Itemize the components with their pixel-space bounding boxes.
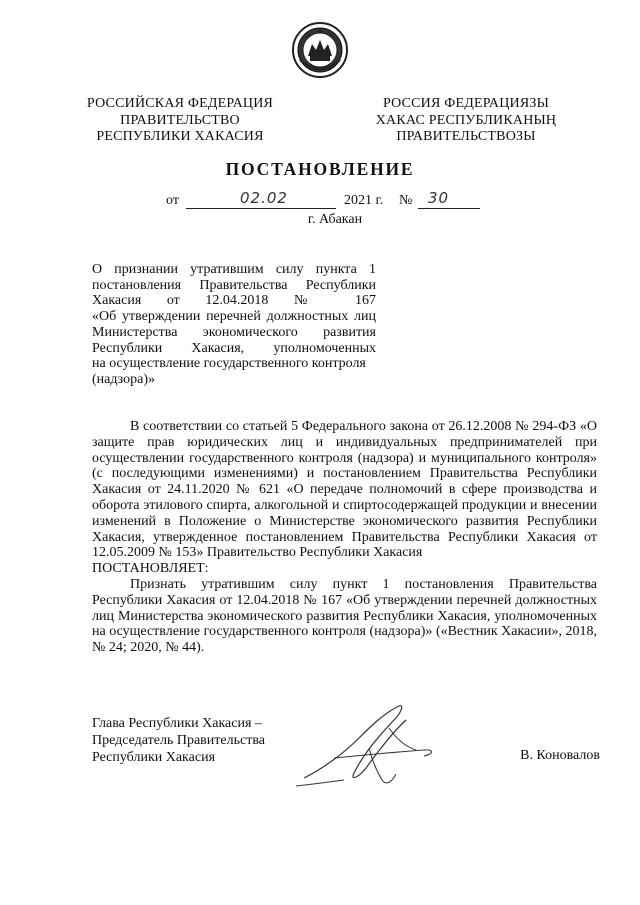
subject-line: (надзора)» xyxy=(92,371,155,387)
number-sign: № xyxy=(399,193,413,208)
subject-line: «Об утверждении перечней должностных лиц xyxy=(92,309,376,325)
subject-block xyxy=(92,262,376,388)
city-text: г. Абакан xyxy=(307,212,363,227)
subject-line: О признании утратившим силу пункта 1 xyxy=(92,262,376,277)
header-right-line: ХАКАС РЕСПУБЛИКАНЫҢ xyxy=(375,112,557,128)
signature-position-line: Республики Хакасия xyxy=(92,750,216,765)
handwritten-signature xyxy=(284,698,454,793)
signatory-name: В. Коновалов xyxy=(520,748,600,763)
document-body xyxy=(92,419,597,656)
coat-of-arms-emblem xyxy=(290,20,350,80)
header-right-line: РОССИЯ ФЕДЕРАЦИЯЗЫ xyxy=(382,96,550,111)
subject-line: на осуществление государственного контроля xyxy=(92,356,366,372)
subject-line: Хакасия от 12.04.2018 № 167 xyxy=(92,293,376,309)
handwritten-number: 30 xyxy=(428,189,450,207)
body-paragraph-2: Признать утратившим силу пункт 1 постановления Правительства Республики Хакасия от 12.04.2018 № 167 «Об утверждении перечней должностных лиц Министерства экономического развития Республики Хакасия, уполномоченных на осуществление государственного контроля (надзора)» («Вестник Хакасии», 2018, № 24; 2020, № 44). xyxy=(92,576,597,656)
year-text: 2021 г. xyxy=(344,193,384,208)
header-left-line: РОССИЙСКАЯ ФЕДЕРАЦИЯ xyxy=(86,96,274,111)
header-left-block xyxy=(82,96,278,146)
date-prefix: от xyxy=(166,193,179,208)
header-right-line: ПРАВИТЕЛЬСТВОЗЫ xyxy=(396,129,536,144)
signature-position xyxy=(92,715,312,766)
document-title: ПОСТАНОВЛЕНИЕ xyxy=(225,159,415,179)
signature-position-line: Председатель Правительства xyxy=(92,733,265,748)
handwritten-date: 02.02 xyxy=(240,189,288,207)
date-line xyxy=(0,189,640,213)
header-right-block xyxy=(368,96,564,146)
body-paragraph-1: В соответствии со статьей 5 Федерального закона от 26.12.2008 № 294-ФЗ «О защите прав юридических лиц и индивидуальных предпринимателей при осуществлении государственного контроля (надзора) и муниципального контроля» (с последующими изменениями) и постановлением Правительства Республики Хакасия от 24.11.2020 № 621 «О передаче полномочий в сфере производства и оборота этилового спирта, алкогольной и спиртосодержащей продукции и внесении изменений в Положение о Министерстве экономического развития Республики Хакасия, утвержденное постановлением Правительства Республики Хакасия от 12.05.2009 № 153» Правительство Республики Хакасия xyxy=(92,419,597,561)
subject-line: постановления Правительства Республики xyxy=(92,277,376,293)
subject-line: Республики Хакасия, уполномоченных xyxy=(92,340,376,356)
subject-line: Министерства экономического развития xyxy=(92,324,376,340)
decree-word: ПОСТАНОВЛЯЕТ: xyxy=(92,561,209,577)
header-left-line: РЕСПУБЛИКИ ХАКАСИЯ xyxy=(96,129,264,144)
signature-position-line: Глава Республики Хакасия – xyxy=(92,716,262,731)
header-left-line: ПРАВИТЕЛЬСТВО xyxy=(120,112,240,128)
